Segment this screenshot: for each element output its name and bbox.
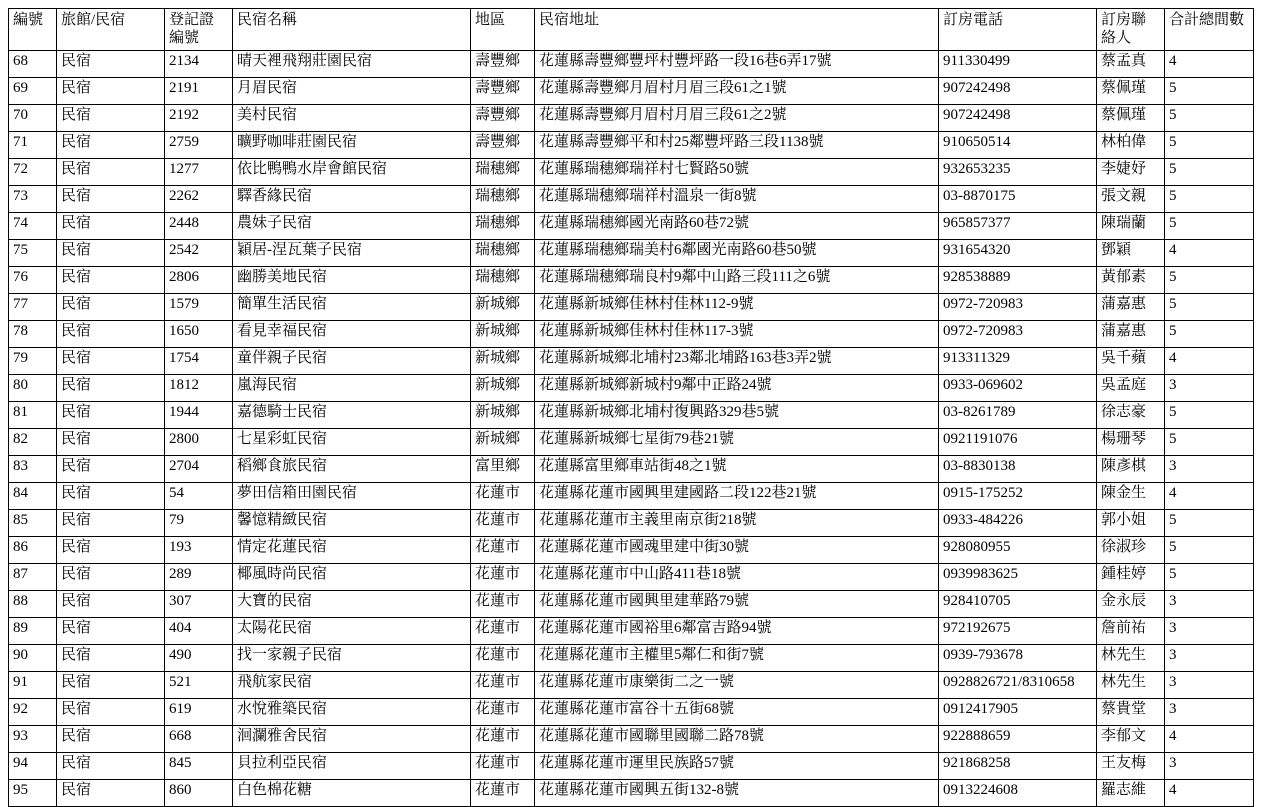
- cell-rooms: 3: [1165, 672, 1254, 699]
- cell-name: 嵐海民宿: [233, 375, 471, 402]
- cell-id: 80: [9, 375, 57, 402]
- cell-contact: 李婕妤: [1097, 159, 1165, 186]
- cell-address: 花蓮縣花蓮市國裕里6鄰富吉路94號: [535, 618, 939, 645]
- cell-address: 花蓮縣花蓮市主權里5鄰仁和街7號: [535, 645, 939, 672]
- cell-contact: 鍾桂婷: [1097, 564, 1165, 591]
- cell-address: 花蓮縣花蓮市主義里南京街218號: [535, 510, 939, 537]
- cell-license: 2191: [165, 78, 233, 105]
- cell-license: 2134: [165, 51, 233, 78]
- cell-address: 花蓮縣新城鄉佳林村佳林112-9號: [535, 294, 939, 321]
- cell-contact: 林先生: [1097, 645, 1165, 672]
- cell-region: 壽豐鄉: [471, 132, 535, 159]
- table-row: [9, 240, 1254, 267]
- table-row: [9, 564, 1254, 591]
- table-header-row: [9, 9, 1254, 51]
- cell-rooms: 5: [1165, 132, 1254, 159]
- table-row: [9, 456, 1254, 483]
- cell-phone: 928080955: [939, 537, 1097, 564]
- cell-type: 民宿: [57, 726, 165, 753]
- cell-region: 花蓮市: [471, 564, 535, 591]
- table-row: [9, 726, 1254, 753]
- cell-region: 新城鄉: [471, 321, 535, 348]
- table-row: [9, 132, 1254, 159]
- table-row: [9, 402, 1254, 429]
- cell-address: 花蓮縣瑞穗鄉國光南路60巷72號: [535, 213, 939, 240]
- cell-phone: 0933-069602: [939, 375, 1097, 402]
- cell-address: 花蓮縣花蓮市運里民族路57號: [535, 753, 939, 780]
- cell-phone: 965857377: [939, 213, 1097, 240]
- cell-rooms: 5: [1165, 213, 1254, 240]
- cell-address: 花蓮縣瑞穗鄉瑞良村9鄰中山路三段111之6號: [535, 267, 939, 294]
- cell-license: 79: [165, 510, 233, 537]
- cell-license: 1754: [165, 348, 233, 375]
- cell-license: 1277: [165, 159, 233, 186]
- cell-type: 民宿: [57, 321, 165, 348]
- cell-phone: 907242498: [939, 105, 1097, 132]
- cell-name: 太陽花民宿: [233, 618, 471, 645]
- table-row: [9, 51, 1254, 78]
- cell-license: 193: [165, 537, 233, 564]
- table-row: [9, 483, 1254, 510]
- cell-region: 花蓮市: [471, 537, 535, 564]
- cell-license: 2806: [165, 267, 233, 294]
- cell-address: 花蓮縣富里鄉車站街48之1號: [535, 456, 939, 483]
- cell-type: 民宿: [57, 402, 165, 429]
- cell-address: 花蓮縣花蓮市康樂街二之一號: [535, 672, 939, 699]
- cell-type: 民宿: [57, 105, 165, 132]
- cell-license: 1650: [165, 321, 233, 348]
- cell-contact: 陳瑞蘭: [1097, 213, 1165, 240]
- cell-id: 69: [9, 78, 57, 105]
- cell-id: 68: [9, 51, 57, 78]
- cell-name: 情定花蓮民宿: [233, 537, 471, 564]
- cell-contact: 蔡佩瑾: [1097, 78, 1165, 105]
- cell-phone: 928538889: [939, 267, 1097, 294]
- cell-rooms: 3: [1165, 699, 1254, 726]
- cell-phone: 0913224608: [939, 780, 1097, 807]
- cell-type: 民宿: [57, 267, 165, 294]
- cell-rooms: 5: [1165, 429, 1254, 456]
- cell-rooms: 3: [1165, 645, 1254, 672]
- cell-name: 白色棉花糖: [233, 780, 471, 807]
- cell-id: 75: [9, 240, 57, 267]
- cell-name: 夢田信箱田園民宿: [233, 483, 471, 510]
- cell-contact: 吳孟庭: [1097, 375, 1165, 402]
- cell-address: 花蓮縣花蓮市國興五街132-8號: [535, 780, 939, 807]
- cell-license: 2448: [165, 213, 233, 240]
- cell-region: 瑞穗鄉: [471, 213, 535, 240]
- table-row: [9, 780, 1254, 807]
- cell-rooms: 5: [1165, 105, 1254, 132]
- cell-address: 花蓮縣瑞穗鄉瑞美村6鄰國光南路60巷50號: [535, 240, 939, 267]
- cell-contact: 楊珊琴: [1097, 429, 1165, 456]
- column-header-id: 編號: [9, 9, 57, 51]
- cell-region: 新城鄉: [471, 375, 535, 402]
- cell-contact: 蒲嘉惠: [1097, 294, 1165, 321]
- cell-address: 花蓮縣瑞穗鄉瑞祥村溫泉一街8號: [535, 186, 939, 213]
- cell-license: 521: [165, 672, 233, 699]
- cell-phone: 910650514: [939, 132, 1097, 159]
- cell-contact: 林柏偉: [1097, 132, 1165, 159]
- column-header-contact: 訂房聯絡人: [1097, 9, 1165, 51]
- cell-address: 花蓮縣新城鄉新城村9鄰中正路24號: [535, 375, 939, 402]
- cell-region: 花蓮市: [471, 672, 535, 699]
- cell-rooms: 5: [1165, 510, 1254, 537]
- cell-region: 花蓮市: [471, 483, 535, 510]
- cell-rooms: 3: [1165, 753, 1254, 780]
- cell-address: 花蓮縣壽豐鄉月眉村月眉三段61之2號: [535, 105, 939, 132]
- cell-address: 花蓮縣花蓮市國興里建華路79號: [535, 591, 939, 618]
- cell-phone: 932653235: [939, 159, 1097, 186]
- cell-name: 大寶的民宿: [233, 591, 471, 618]
- cell-id: 70: [9, 105, 57, 132]
- cell-id: 89: [9, 618, 57, 645]
- cell-rooms: 3: [1165, 456, 1254, 483]
- cell-phone: 928410705: [939, 591, 1097, 618]
- cell-address: 花蓮縣瑞穗鄉瑞祥村七賢路50號: [535, 159, 939, 186]
- table-row: [9, 591, 1254, 618]
- cell-license: 1944: [165, 402, 233, 429]
- cell-contact: 黃郁素: [1097, 267, 1165, 294]
- cell-type: 民宿: [57, 294, 165, 321]
- table-body: [9, 51, 1254, 807]
- cell-region: 花蓮市: [471, 726, 535, 753]
- cell-region: 壽豐鄉: [471, 51, 535, 78]
- table-row: [9, 645, 1254, 672]
- cell-contact: 蔡貴堂: [1097, 699, 1165, 726]
- cell-contact: 郭小姐: [1097, 510, 1165, 537]
- bnb-table: [8, 8, 1254, 807]
- cell-contact: 鄧穎: [1097, 240, 1165, 267]
- cell-id: 91: [9, 672, 57, 699]
- cell-contact: 金永辰: [1097, 591, 1165, 618]
- cell-name: 晴天裡飛翔莊園民宿: [233, 51, 471, 78]
- cell-address: 花蓮縣新城鄉佳林村佳林117-3號: [535, 321, 939, 348]
- cell-license: 404: [165, 618, 233, 645]
- cell-region: 新城鄉: [471, 348, 535, 375]
- cell-rooms: 5: [1165, 537, 1254, 564]
- column-header-address: 民宿地址: [535, 9, 939, 51]
- cell-type: 民宿: [57, 159, 165, 186]
- cell-phone: 0939983625: [939, 564, 1097, 591]
- cell-id: 77: [9, 294, 57, 321]
- cell-phone: 922888659: [939, 726, 1097, 753]
- cell-region: 瑞穗鄉: [471, 267, 535, 294]
- cell-license: 845: [165, 753, 233, 780]
- cell-contact: 徐志豪: [1097, 402, 1165, 429]
- cell-rooms: 5: [1165, 564, 1254, 591]
- cell-id: 78: [9, 321, 57, 348]
- cell-type: 民宿: [57, 375, 165, 402]
- cell-id: 88: [9, 591, 57, 618]
- cell-id: 87: [9, 564, 57, 591]
- cell-license: 1579: [165, 294, 233, 321]
- cell-rooms: 5: [1165, 78, 1254, 105]
- cell-license: 2192: [165, 105, 233, 132]
- cell-id: 81: [9, 402, 57, 429]
- table-row: [9, 267, 1254, 294]
- cell-type: 民宿: [57, 537, 165, 564]
- cell-region: 壽豐鄉: [471, 78, 535, 105]
- cell-name: 簡單生活民宿: [233, 294, 471, 321]
- cell-address: 花蓮縣壽豐鄉豐坪村豐坪路一段16巷6弄17號: [535, 51, 939, 78]
- cell-id: 85: [9, 510, 57, 537]
- column-header-license: 登記證編號: [165, 9, 233, 51]
- cell-contact: 張文親: [1097, 186, 1165, 213]
- cell-id: 90: [9, 645, 57, 672]
- cell-name: 洄瀾雅舍民宿: [233, 726, 471, 753]
- cell-id: 72: [9, 159, 57, 186]
- cell-phone: 907242498: [939, 78, 1097, 105]
- cell-type: 民宿: [57, 456, 165, 483]
- cell-phone: 921868258: [939, 753, 1097, 780]
- table-row: [9, 159, 1254, 186]
- cell-region: 花蓮市: [471, 618, 535, 645]
- cell-region: 花蓮市: [471, 510, 535, 537]
- cell-license: 2704: [165, 456, 233, 483]
- cell-address: 花蓮縣花蓮市中山路411巷18號: [535, 564, 939, 591]
- cell-type: 民宿: [57, 618, 165, 645]
- cell-license: 619: [165, 699, 233, 726]
- table-row: [9, 105, 1254, 132]
- cell-name: 曠野咖啡莊園民宿: [233, 132, 471, 159]
- cell-address: 花蓮縣花蓮市國興里建國路二段122巷21號: [535, 483, 939, 510]
- cell-region: 花蓮市: [471, 699, 535, 726]
- cell-rooms: 3: [1165, 618, 1254, 645]
- cell-name: 找一家親子民宿: [233, 645, 471, 672]
- table-row: [9, 348, 1254, 375]
- table-row: [9, 321, 1254, 348]
- cell-id: 73: [9, 186, 57, 213]
- cell-rooms: 5: [1165, 267, 1254, 294]
- cell-region: 瑞穗鄉: [471, 186, 535, 213]
- cell-rooms: 4: [1165, 780, 1254, 807]
- cell-type: 民宿: [57, 429, 165, 456]
- cell-phone: 911330499: [939, 51, 1097, 78]
- cell-license: 2800: [165, 429, 233, 456]
- cell-phone: 0912417905: [939, 699, 1097, 726]
- cell-license: 2542: [165, 240, 233, 267]
- cell-phone: 0915-175252: [939, 483, 1097, 510]
- column-header-region: 地區: [471, 9, 535, 51]
- cell-rooms: 5: [1165, 294, 1254, 321]
- cell-type: 民宿: [57, 186, 165, 213]
- cell-type: 民宿: [57, 591, 165, 618]
- cell-contact: 陳金生: [1097, 483, 1165, 510]
- table-row: [9, 753, 1254, 780]
- cell-rooms: 4: [1165, 726, 1254, 753]
- cell-name: 驛香緣民宿: [233, 186, 471, 213]
- cell-rooms: 5: [1165, 186, 1254, 213]
- cell-region: 新城鄉: [471, 402, 535, 429]
- cell-phone: 931654320: [939, 240, 1097, 267]
- cell-rooms: 4: [1165, 348, 1254, 375]
- cell-region: 花蓮市: [471, 780, 535, 807]
- table-row: [9, 429, 1254, 456]
- cell-id: 86: [9, 537, 57, 564]
- cell-region: 新城鄉: [471, 294, 535, 321]
- cell-rooms: 4: [1165, 483, 1254, 510]
- cell-name: 貝拉利亞民宿: [233, 753, 471, 780]
- cell-type: 民宿: [57, 483, 165, 510]
- cell-region: 花蓮市: [471, 753, 535, 780]
- cell-license: 54: [165, 483, 233, 510]
- table-row: [9, 213, 1254, 240]
- cell-name: 飛航家民宿: [233, 672, 471, 699]
- cell-type: 民宿: [57, 672, 165, 699]
- cell-contact: 陳彥棋: [1097, 456, 1165, 483]
- cell-name: 水悅雅築民宿: [233, 699, 471, 726]
- cell-type: 民宿: [57, 51, 165, 78]
- cell-address: 花蓮縣花蓮市富谷十五街68號: [535, 699, 939, 726]
- cell-contact: 蔡孟真: [1097, 51, 1165, 78]
- column-header-phone: 訂房電話: [939, 9, 1097, 51]
- cell-rooms: 5: [1165, 159, 1254, 186]
- cell-id: 83: [9, 456, 57, 483]
- cell-license: 490: [165, 645, 233, 672]
- cell-phone: 0939-793678: [939, 645, 1097, 672]
- cell-license: 668: [165, 726, 233, 753]
- cell-id: 71: [9, 132, 57, 159]
- cell-type: 民宿: [57, 645, 165, 672]
- cell-name: 農妹子民宿: [233, 213, 471, 240]
- cell-contact: 林先生: [1097, 672, 1165, 699]
- cell-license: 307: [165, 591, 233, 618]
- table-row: [9, 294, 1254, 321]
- cell-phone: 0972-720983: [939, 294, 1097, 321]
- cell-address: 花蓮縣花蓮市國魂里建中街30號: [535, 537, 939, 564]
- cell-region: 花蓮市: [471, 645, 535, 672]
- cell-id: 93: [9, 726, 57, 753]
- table-row: [9, 699, 1254, 726]
- cell-id: 79: [9, 348, 57, 375]
- cell-type: 民宿: [57, 78, 165, 105]
- cell-name: 月眉民宿: [233, 78, 471, 105]
- cell-rooms: 4: [1165, 51, 1254, 78]
- cell-contact: 蒲嘉惠: [1097, 321, 1165, 348]
- cell-name: 幽勝美地民宿: [233, 267, 471, 294]
- cell-name: 嘉德騎士民宿: [233, 402, 471, 429]
- cell-contact: 羅志維: [1097, 780, 1165, 807]
- cell-name: 童伴親子民宿: [233, 348, 471, 375]
- column-header-rooms: 合計總間數: [1165, 9, 1254, 51]
- cell-type: 民宿: [57, 510, 165, 537]
- cell-type: 民宿: [57, 699, 165, 726]
- cell-address: 花蓮縣花蓮市國聯里國聯二路78號: [535, 726, 939, 753]
- cell-region: 富里鄉: [471, 456, 535, 483]
- table-row: [9, 672, 1254, 699]
- cell-id: 84: [9, 483, 57, 510]
- table-row: [9, 537, 1254, 564]
- table-row: [9, 78, 1254, 105]
- cell-contact: 詹前祐: [1097, 618, 1165, 645]
- table-row: [9, 510, 1254, 537]
- cell-contact: 王友梅: [1097, 753, 1165, 780]
- cell-type: 民宿: [57, 348, 165, 375]
- cell-id: 95: [9, 780, 57, 807]
- cell-phone: 913311329: [939, 348, 1097, 375]
- cell-license: 860: [165, 780, 233, 807]
- cell-type: 民宿: [57, 780, 165, 807]
- cell-phone: 0928826721/8310658: [939, 672, 1097, 699]
- cell-id: 74: [9, 213, 57, 240]
- table-row: [9, 375, 1254, 402]
- cell-license: 1812: [165, 375, 233, 402]
- cell-type: 民宿: [57, 753, 165, 780]
- cell-id: 82: [9, 429, 57, 456]
- cell-license: 2759: [165, 132, 233, 159]
- cell-license: 289: [165, 564, 233, 591]
- cell-id: 92: [9, 699, 57, 726]
- cell-rooms: 3: [1165, 591, 1254, 618]
- cell-name: 依比鴨鴨水岸會館民宿: [233, 159, 471, 186]
- cell-phone: 972192675: [939, 618, 1097, 645]
- cell-rooms: 5: [1165, 321, 1254, 348]
- cell-type: 民宿: [57, 132, 165, 159]
- cell-name: 椰風時尚民宿: [233, 564, 471, 591]
- cell-name: 美村民宿: [233, 105, 471, 132]
- cell-rooms: 5: [1165, 402, 1254, 429]
- cell-region: 瑞穗鄉: [471, 240, 535, 267]
- cell-contact: 吳千蘋: [1097, 348, 1165, 375]
- cell-phone: 03-8261789: [939, 402, 1097, 429]
- cell-address: 花蓮縣新城鄉七星街79巷21號: [535, 429, 939, 456]
- cell-name: 馨憶精緻民宿: [233, 510, 471, 537]
- cell-address: 花蓮縣壽豐鄉平和村25鄰豐坪路三段1138號: [535, 132, 939, 159]
- cell-region: 壽豐鄉: [471, 105, 535, 132]
- cell-phone: 03-8830138: [939, 456, 1097, 483]
- cell-address: 花蓮縣壽豐鄉月眉村月眉三段61之1號: [535, 78, 939, 105]
- cell-type: 民宿: [57, 213, 165, 240]
- column-header-name: 民宿名稱: [233, 9, 471, 51]
- cell-region: 花蓮市: [471, 591, 535, 618]
- cell-contact: 蔡佩瑾: [1097, 105, 1165, 132]
- cell-type: 民宿: [57, 240, 165, 267]
- cell-name: 稻鄉食旅民宿: [233, 456, 471, 483]
- cell-id: 76: [9, 267, 57, 294]
- cell-id: 94: [9, 753, 57, 780]
- cell-name: 七星彩虹民宿: [233, 429, 471, 456]
- cell-license: 2262: [165, 186, 233, 213]
- column-header-type: 旅館/民宿: [57, 9, 165, 51]
- cell-region: 新城鄉: [471, 429, 535, 456]
- table-row: [9, 186, 1254, 213]
- table-row: [9, 618, 1254, 645]
- cell-rooms: 4: [1165, 240, 1254, 267]
- cell-address: 花蓮縣新城鄉北埔村復興路329巷5號: [535, 402, 939, 429]
- cell-name: 看見幸福民宿: [233, 321, 471, 348]
- cell-name: 穎居-涅瓦葉子民宿: [233, 240, 471, 267]
- cell-phone: 0972-720983: [939, 321, 1097, 348]
- cell-phone: 03-8870175: [939, 186, 1097, 213]
- cell-type: 民宿: [57, 564, 165, 591]
- cell-phone: 0921191076: [939, 429, 1097, 456]
- cell-phone: 0933-484226: [939, 510, 1097, 537]
- cell-contact: 徐淑珍: [1097, 537, 1165, 564]
- cell-rooms: 3: [1165, 375, 1254, 402]
- cell-region: 瑞穗鄉: [471, 159, 535, 186]
- cell-address: 花蓮縣新城鄉北埔村23鄰北埔路163巷3弄2號: [535, 348, 939, 375]
- cell-contact: 李郁文: [1097, 726, 1165, 753]
